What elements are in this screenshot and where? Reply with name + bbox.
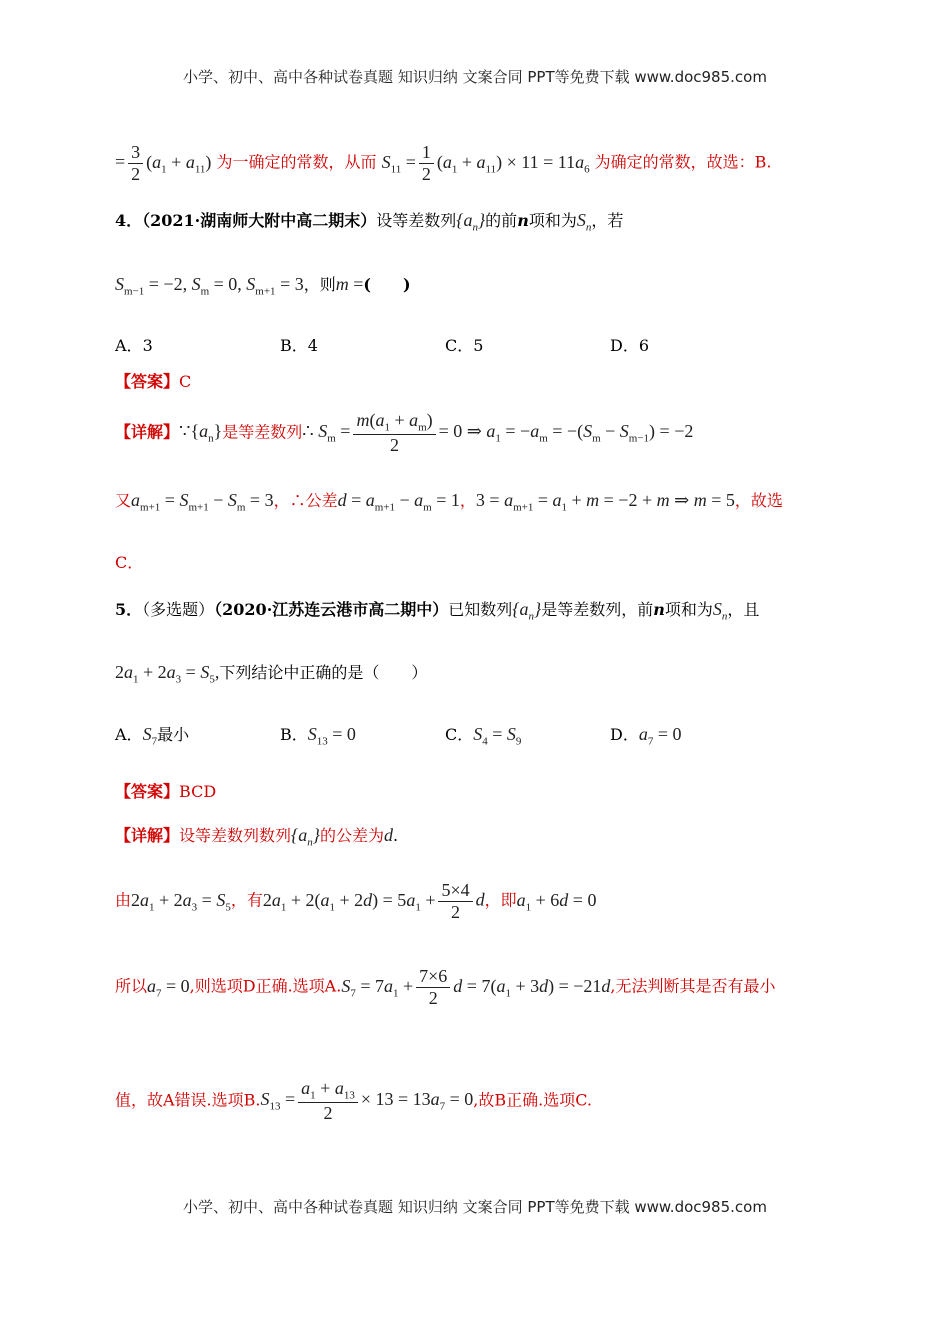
q4-detail-line1: 【详解】$\because\{a_n\}$是等差数列∴ $S_m$ = $\frac{m(a_1 + a_m)}{2}$ = 0 ⇒ $a_1 = -a_m = -(S_m - S_{m-1}) = -2$: [115, 410, 694, 456]
q5-given: $2a_1 + 2a_3 = S_5$,下列结论中正确的是（ ）: [115, 662, 428, 686]
q5-detail-line1: 【详解】设等差数列数列$\{a_n\}$的公差为d.: [115, 825, 399, 849]
q5-detail-line2: 由$2a_1 + 2a_3 = S_5$，有$2a_1 + 2(a_1 + 2d) = 5a_1$ + $\frac{5\times 4}{2}$ d，即$a_1 + 6d = 0$: [115, 880, 597, 922]
prev-text-2: 为确定的常数，故选：B.: [594, 152, 772, 172]
q5-option-c: C．$S_4 = S_9$: [445, 724, 522, 748]
q4-option-b: B．4: [280, 336, 318, 355]
header-banner: 小学、初中、高中各种试卷真题 知识归纳 文案合同 PPT等免费下载 www.doc985.com: [183, 68, 767, 86]
footer-banner: 小学、初中、高中各种试卷真题 知识归纳 文案合同 PPT等免费下载 www.doc985.com: [183, 1198, 767, 1216]
q4-source: （2021·湖南师大附中高二期末）: [142, 211, 377, 230]
q4-detail-line2: 又$a_{m+1} = S_{m+1} - S_m = 3$，∴公差$d = a_{m+1} - a_m = 1$，$3 = a_{m+1} = a_1 + m = -2 + m$ ⇒ m = 5，故选: [115, 490, 783, 514]
q5-option-d: D．$a_7 = 0$: [610, 724, 682, 748]
q5-option-a: A．$S_7$最小: [115, 724, 190, 748]
q4-stem: 4．（2021·湖南师大附中高二期末）设等差数列$\{a_n\}$的前n项和为$S_n$，若: [115, 210, 624, 234]
prev-solution-line: = $\frac{3}{2}$ $(a_1 + a_{11})$ 为一确定的常数，从而 $S_{11}$ = $\frac{1}{2}$ $(a_1 + a_{11}) \times 11 = 11a_6$ 为确定的常数，故选：B.: [115, 142, 772, 184]
q5-stem: 5．（多选题）（2020·江苏连云港市高二期中）已知数列$\{a_n\}$是等差数列，前n项和为$S_n$，且: [115, 599, 760, 623]
q4-option-d: D．6: [610, 336, 650, 355]
q5-option-b: B．$S_{13} = 0$: [280, 724, 356, 748]
prev-text-1: 为一确定的常数，从而: [216, 152, 377, 172]
q4-given: $S_{m-1} = -2$, $S_m = 0$, $S_{m+1} = 3$，则m =( ): [115, 274, 411, 298]
q4-answer: 【答案】C: [115, 372, 192, 391]
fraction-one-half: $\frac{1}{2}$: [419, 142, 434, 184]
q4-option-c: C．5: [445, 336, 484, 355]
q4-option-a: A．3: [115, 336, 153, 355]
q5-detail-line3: 所以$a_7 = 0$,则选项D正确.选项$A.S_7 = 7a_1$ + $\frac{7\times 6}{2}$ $d = 7(a_1 + 3d) = -21d$,无法判断其是否有最小: [115, 966, 776, 1008]
q5-detail-line4: 值，故A错误.选项$B.S_{13}$ = $\frac{a_1 + a_{13}}{2}$ × $13 = 13a_7 = 0$,故B正确.选项C.: [115, 1078, 592, 1124]
q4-detail-line3: C．: [115, 553, 144, 572]
fraction-three-halves: $\frac{3}{2}$: [128, 142, 143, 184]
q5-answer: 【答案】BCD: [115, 782, 217, 801]
